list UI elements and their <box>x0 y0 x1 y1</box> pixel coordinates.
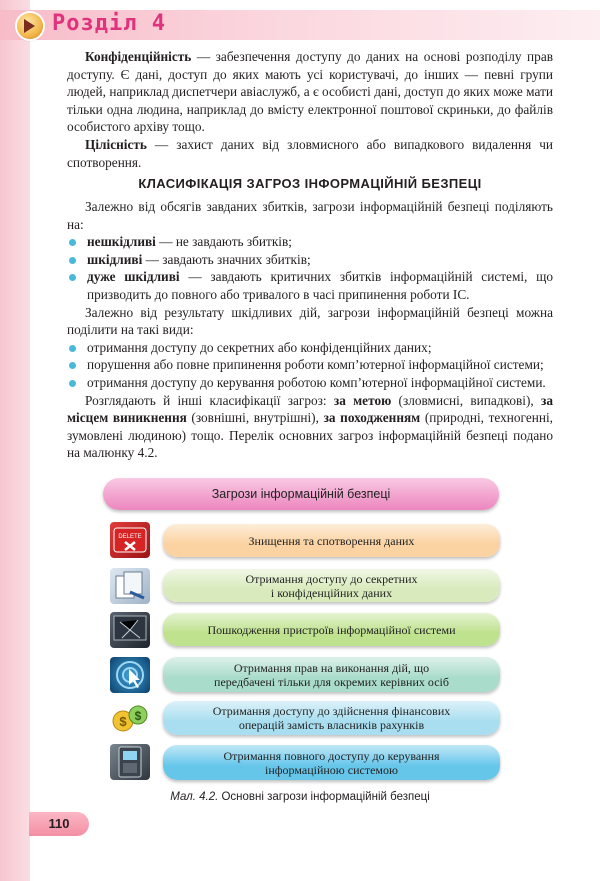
list-term: нешкідливі <box>87 234 156 250</box>
threat-label: Знищення та спотворення даних <box>248 533 415 548</box>
term-by-place: за місцем виникнення <box>67 392 553 426</box>
list-item <box>67 268 553 303</box>
bullet-icon <box>69 380 76 387</box>
terminal-icon <box>110 744 150 780</box>
page-number: 110 <box>29 812 89 836</box>
threat-item-3 <box>163 613 500 646</box>
list-item <box>67 356 553 374</box>
list-text: порушення або повне припинення роботи комп’ютерної інформаційної системи; <box>87 357 544 373</box>
threat-label: Отримання доступу до секретних і конфіденційних даних <box>245 571 418 600</box>
threat-label: Отримання повного доступу до керування інформаційною системою <box>223 748 440 777</box>
list-item <box>67 251 553 269</box>
threat-item-4 <box>163 657 500 692</box>
diagram-title: Загрози інформаційній безпеці <box>103 478 499 510</box>
threat-item-2 <box>163 569 500 602</box>
chapter-title: Розділ 4 <box>52 11 166 36</box>
documents-icon <box>110 568 150 604</box>
list-item <box>67 233 553 251</box>
bullet-icon <box>69 257 76 264</box>
broken-screen-icon <box>110 612 150 648</box>
threat-item-6 <box>163 745 500 780</box>
intro-text <box>67 48 553 171</box>
confidentiality-paragraph <box>67 48 553 136</box>
threat-label: Пошкодження пристроїв інформаційної системи <box>207 622 456 637</box>
text-span: Розглядають й інші класифікації загроз: <box>85 392 334 408</box>
list-text: — не завдають збитків; <box>155 234 292 250</box>
term-integrity: Цілісність <box>85 136 147 152</box>
classification-text <box>67 198 553 462</box>
bullet-icon <box>69 362 76 369</box>
svg-text:DELETE: DELETE <box>118 534 142 540</box>
pointer-icon <box>110 657 150 693</box>
text-span: (природні, техногенні, зумовлені людиною) тощо. Перелік основних загроз інформаційній безпеці подано на малюнку 4.2. <box>67 410 553 461</box>
list-text: — завдають значних збитків; <box>142 251 311 267</box>
text-span: (зловмисні, випадкові), <box>391 392 541 408</box>
next-arrow-icon <box>17 13 43 39</box>
list-term: шкідливі <box>87 251 143 267</box>
integrity-definition: — захист даних від зловмисного або випадкового видалення чи спотворення. <box>67 136 553 170</box>
damage-intro: Залежно від обсягів завданих збитків, загрози інформаційній безпеці поділяють на: <box>67 199 553 232</box>
bullet-icon <box>69 274 76 281</box>
other-classifications <box>67 392 553 462</box>
result-list <box>67 339 553 392</box>
term-by-purpose: за метою <box>333 392 392 408</box>
svg-text:$: $ <box>119 714 127 729</box>
section-heading: КЛАСИФІКАЦІЯ ЗАГРОЗ ІНФОРМАЦІЙНІЙ БЕЗПЕЦІ <box>138 176 482 191</box>
confidentiality-definition: — забезпечення доступу до даних на основі розподілу прав доступу. Є дані, доступ до яких мають усі користувачі, до інших — певні групи людей, наприклад диспетчери авіаслужб, а є особисті дані, доступ до яких може мати тільки одна людина, наприклад до вмісту електронної поштової скриньки, до файлів особистого архіву тощо. <box>67 49 553 135</box>
term-confidentiality: Конфіденційність <box>85 49 192 64</box>
list-text: — завдають критичних збитків інформаційній системі, що призводить до повного або тривалого в часі припинення роботи ІС. <box>87 269 553 302</box>
text-span: (зовнішні, внутрішні), <box>186 410 324 426</box>
list-term: дуже шкідливі <box>87 269 180 285</box>
threat-label: Отримання прав на виконання дій, що передбачені тільки для окремих керівних осіб <box>214 660 449 689</box>
threat-label: Отримання доступу до здійснення фінансових операцій замість власників рахунків <box>212 704 451 732</box>
list-item <box>67 339 553 357</box>
list-text: отримання доступу до секретних або конфіденційних даних; <box>87 339 432 355</box>
bullet-icon <box>69 239 76 246</box>
caption-text: Основні загрози інформаційній безпеці <box>218 791 430 803</box>
svg-text:$: $ <box>134 709 142 723</box>
threat-item-1 <box>163 524 500 557</box>
term-by-origin: за походженням <box>323 410 421 426</box>
list-item <box>67 374 553 392</box>
bullet-icon <box>69 345 76 352</box>
delete-key-icon <box>110 522 150 558</box>
figure-caption <box>0 791 600 803</box>
threat-item-5 <box>163 701 500 735</box>
page-side-strip <box>0 0 30 881</box>
money-icon <box>110 701 150 737</box>
damage-list <box>67 233 553 303</box>
caption-label: Мал. 4.2. <box>170 791 219 803</box>
integrity-paragraph <box>67 136 553 171</box>
list-text: отримання доступу до керування роботою комп’ютерної інформаційної системи. <box>87 374 546 390</box>
result-intro: Залежно від результату шкідливих дій, загрози інформаційній безпеці можна поділити на такі види: <box>67 304 553 338</box>
